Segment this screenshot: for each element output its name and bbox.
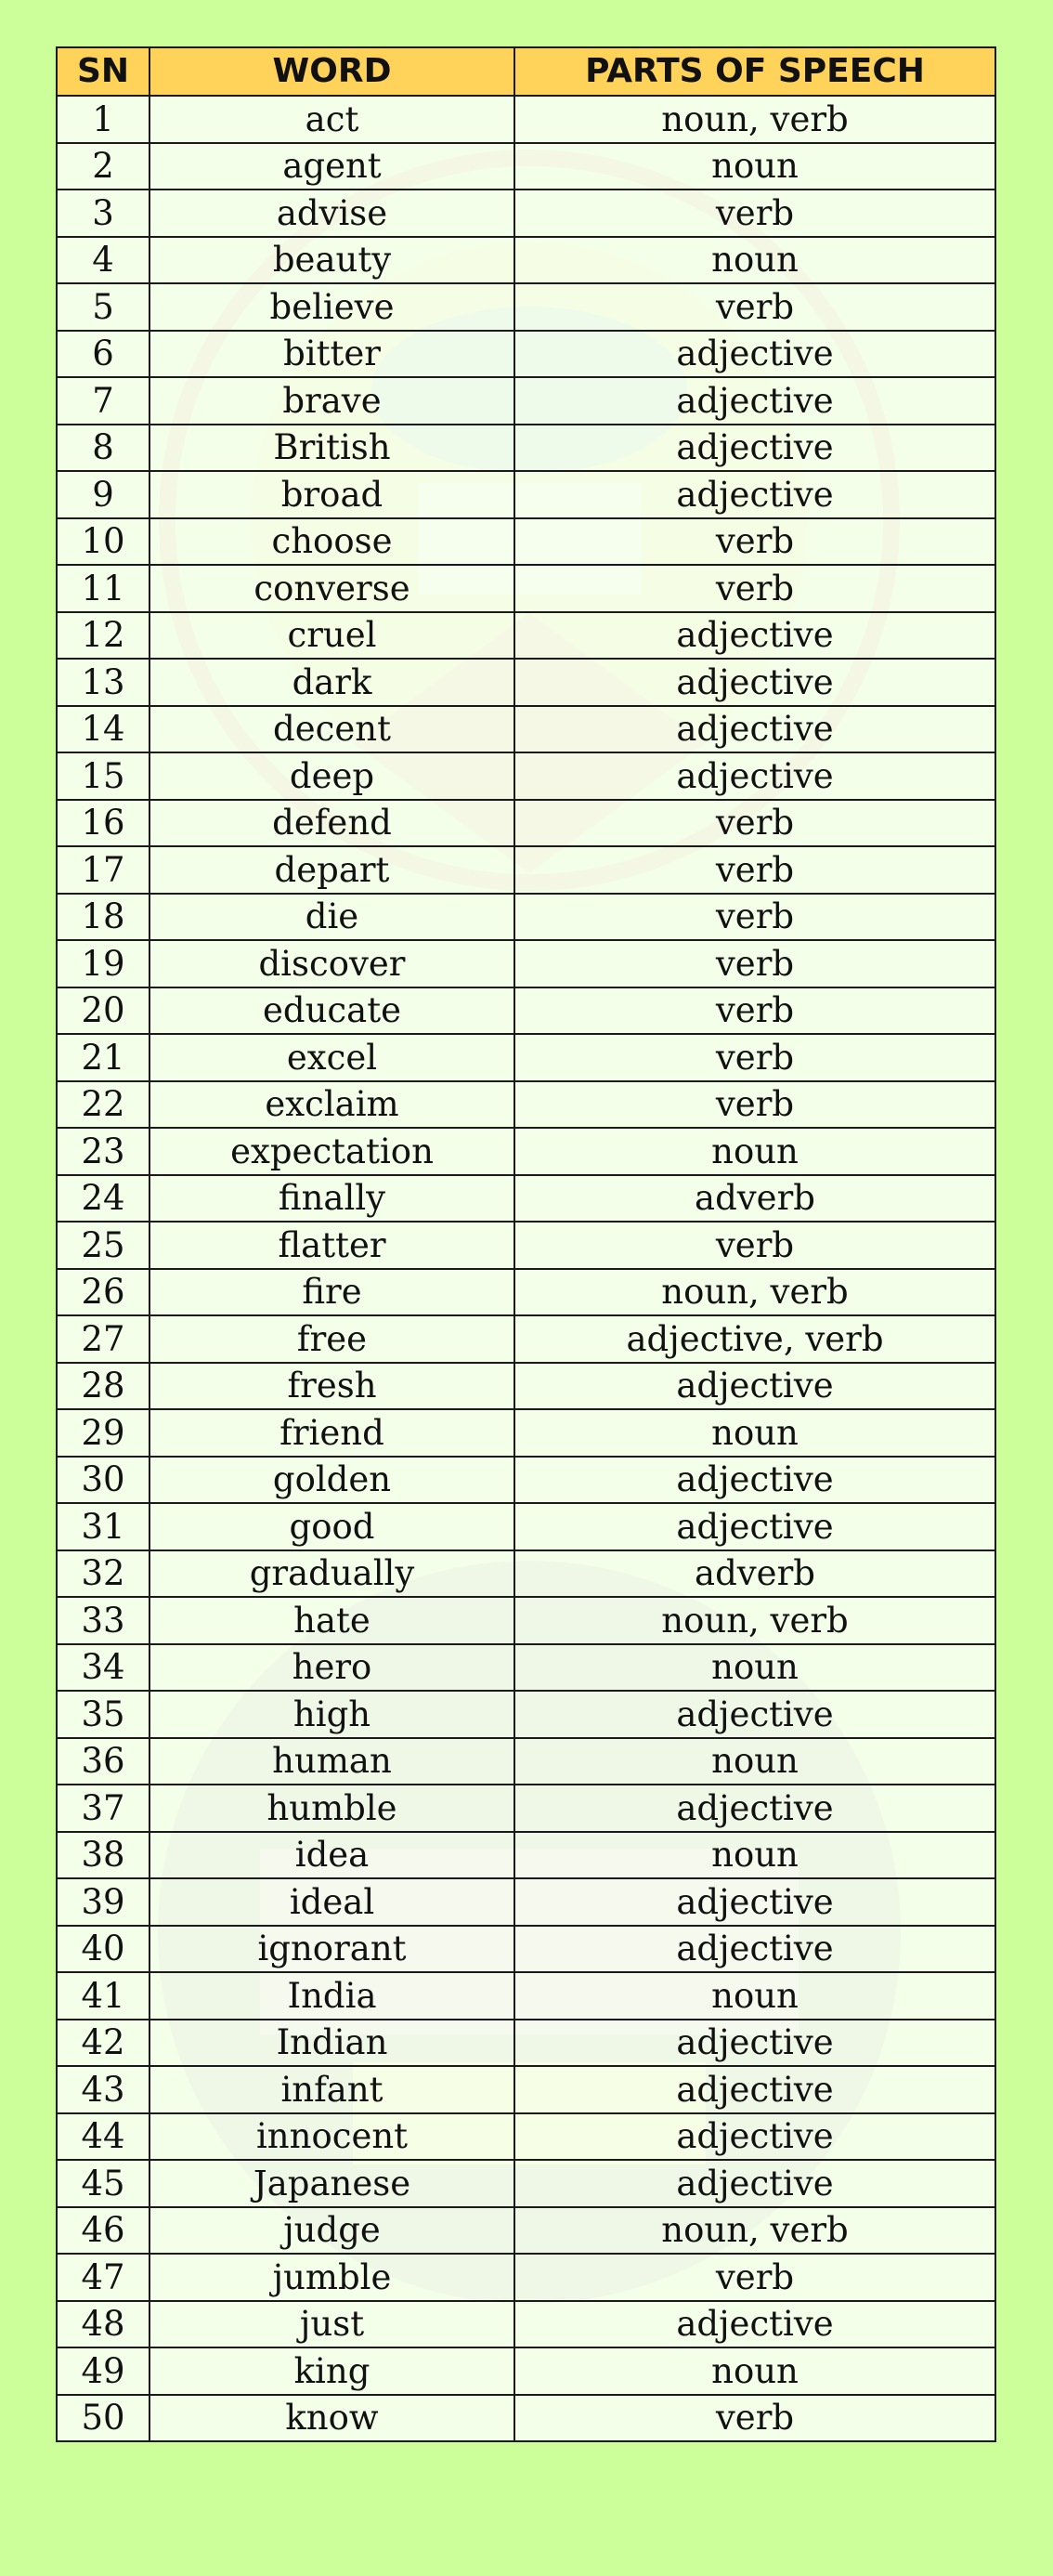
cell-sn: 33 xyxy=(57,1597,150,1644)
cell-parts-of-speech: noun xyxy=(514,1972,995,2020)
cell-parts-of-speech: verb xyxy=(514,518,995,566)
table-row xyxy=(57,1691,995,1738)
table-body xyxy=(57,96,995,2441)
cell-parts-of-speech: noun xyxy=(514,1128,995,1175)
cell-parts-of-speech: noun xyxy=(514,1644,995,1692)
cell-word: ideal xyxy=(150,1878,514,1926)
table-row xyxy=(57,471,995,518)
cell-sn: 38 xyxy=(57,1832,150,1879)
table-row xyxy=(57,1785,995,1832)
cell-sn: 49 xyxy=(57,2347,150,2395)
cell-sn: 27 xyxy=(57,1315,150,1363)
cell-sn: 9 xyxy=(57,471,150,518)
table-row xyxy=(57,1878,995,1926)
cell-word: educate xyxy=(150,987,514,1035)
table-row xyxy=(57,1315,995,1363)
cell-word: just xyxy=(150,2301,514,2348)
cell-sn: 42 xyxy=(57,2020,150,2067)
cell-parts-of-speech: noun, verb xyxy=(514,1597,995,1644)
cell-word: converse xyxy=(150,565,514,612)
table-row xyxy=(57,1926,995,1973)
table-row xyxy=(57,1269,995,1316)
cell-sn: 23 xyxy=(57,1128,150,1175)
cell-word: Indian xyxy=(150,2020,514,2067)
cell-parts-of-speech: verb xyxy=(514,846,995,894)
table-row xyxy=(57,1081,995,1129)
cell-parts-of-speech: verb xyxy=(514,800,995,847)
cell-parts-of-speech: verb xyxy=(514,1081,995,1129)
table-row xyxy=(57,190,995,237)
table-row xyxy=(57,2066,995,2113)
cell-parts-of-speech: adjective xyxy=(514,1926,995,1973)
cell-sn: 14 xyxy=(57,706,150,753)
cell-parts-of-speech: adjective xyxy=(514,752,995,800)
cell-word: believe xyxy=(150,283,514,331)
table-row xyxy=(57,425,995,472)
cell-word: hate xyxy=(150,1597,514,1644)
table-row xyxy=(57,752,995,800)
cell-parts-of-speech: adjective xyxy=(514,331,995,378)
cell-parts-of-speech: adjective xyxy=(514,2301,995,2348)
cell-parts-of-speech: verb xyxy=(514,2254,995,2301)
cell-word: beauty xyxy=(150,237,514,284)
cell-parts-of-speech: noun, verb xyxy=(514,1269,995,1316)
cell-word: excel xyxy=(150,1034,514,1081)
table-row xyxy=(57,612,995,660)
table-row xyxy=(57,283,995,331)
cell-parts-of-speech: adjective xyxy=(514,377,995,425)
table-row xyxy=(57,237,995,284)
cell-parts-of-speech: adjective xyxy=(514,1457,995,1504)
table-row xyxy=(57,1175,995,1223)
header-word: WORD xyxy=(150,47,514,96)
cell-sn: 29 xyxy=(57,1409,150,1457)
table-row xyxy=(57,2254,995,2301)
cell-parts-of-speech: noun xyxy=(514,1409,995,1457)
cell-sn: 28 xyxy=(57,1363,150,1410)
cell-parts-of-speech: adjective xyxy=(514,1363,995,1410)
cell-word: finally xyxy=(150,1175,514,1223)
table-row xyxy=(57,659,995,706)
cell-word: Japanese xyxy=(150,2160,514,2207)
table-row xyxy=(57,894,995,941)
cell-sn: 47 xyxy=(57,2254,150,2301)
cell-sn: 25 xyxy=(57,1222,150,1269)
header-sn: SN xyxy=(57,47,150,96)
cell-sn: 2 xyxy=(57,143,150,190)
cell-sn: 8 xyxy=(57,425,150,472)
cell-sn: 10 xyxy=(57,518,150,566)
cell-word: deep xyxy=(150,752,514,800)
table-row xyxy=(57,1550,995,1598)
cell-parts-of-speech: adjective xyxy=(514,2066,995,2113)
cell-parts-of-speech: verb xyxy=(514,190,995,237)
cell-sn: 48 xyxy=(57,2301,150,2348)
cell-parts-of-speech: adjective xyxy=(514,706,995,753)
cell-sn: 45 xyxy=(57,2160,150,2207)
cell-sn: 36 xyxy=(57,1738,150,1785)
table-row xyxy=(57,1363,995,1410)
cell-word: good xyxy=(150,1503,514,1550)
cell-parts-of-speech: adjective, verb xyxy=(514,1315,995,1363)
cell-parts-of-speech: adjective xyxy=(514,2020,995,2067)
cell-word: ignorant xyxy=(150,1926,514,1973)
cell-parts-of-speech: adjective xyxy=(514,425,995,472)
cell-parts-of-speech: adjective xyxy=(514,612,995,660)
cell-word: gradually xyxy=(150,1550,514,1598)
cell-sn: 20 xyxy=(57,987,150,1035)
cell-word: expectation xyxy=(150,1128,514,1175)
cell-sn: 5 xyxy=(57,283,150,331)
parts-of-speech-table xyxy=(56,46,996,2442)
table-header-row xyxy=(57,47,995,96)
cell-word: advise xyxy=(150,190,514,237)
cell-word: innocent xyxy=(150,2113,514,2161)
cell-parts-of-speech: adjective xyxy=(514,471,995,518)
table-row xyxy=(57,2160,995,2207)
table-row xyxy=(57,2347,995,2395)
table-row xyxy=(57,940,995,987)
cell-sn: 44 xyxy=(57,2113,150,2161)
table-row xyxy=(57,2395,995,2442)
cell-word: act xyxy=(150,96,514,143)
cell-word: depart xyxy=(150,846,514,894)
cell-sn: 43 xyxy=(57,2066,150,2113)
cell-parts-of-speech: noun, verb xyxy=(514,2207,995,2255)
cell-sn: 46 xyxy=(57,2207,150,2255)
table-row xyxy=(57,331,995,378)
cell-parts-of-speech: verb xyxy=(514,894,995,941)
cell-word: fresh xyxy=(150,1363,514,1410)
table-row xyxy=(57,96,995,143)
cell-word: discover xyxy=(150,940,514,987)
cell-sn: 11 xyxy=(57,565,150,612)
table-row xyxy=(57,706,995,753)
cell-word: judge xyxy=(150,2207,514,2255)
cell-word: cruel xyxy=(150,612,514,660)
cell-sn: 18 xyxy=(57,894,150,941)
table-row xyxy=(57,1644,995,1692)
cell-sn: 12 xyxy=(57,612,150,660)
cell-word: bitter xyxy=(150,331,514,378)
cell-parts-of-speech: noun xyxy=(514,2347,995,2395)
table-row xyxy=(57,987,995,1035)
table-row xyxy=(57,1597,995,1644)
cell-word: brave xyxy=(150,377,514,425)
table-row xyxy=(57,1503,995,1550)
table-row xyxy=(57,1972,995,2020)
table-row xyxy=(57,1738,995,1785)
cell-parts-of-speech: verb xyxy=(514,940,995,987)
cell-parts-of-speech: noun xyxy=(514,1738,995,1785)
cell-sn: 30 xyxy=(57,1457,150,1504)
cell-sn: 22 xyxy=(57,1081,150,1129)
cell-word: infant xyxy=(150,2066,514,2113)
cell-sn: 40 xyxy=(57,1926,150,1973)
cell-parts-of-speech: verb xyxy=(514,2395,995,2442)
cell-sn: 50 xyxy=(57,2395,150,2442)
cell-parts-of-speech: adjective xyxy=(514,1785,995,1832)
cell-word: high xyxy=(150,1691,514,1738)
cell-word: die xyxy=(150,894,514,941)
cell-parts-of-speech: adjective xyxy=(514,1503,995,1550)
cell-parts-of-speech: adjective xyxy=(514,659,995,706)
cell-word: decent xyxy=(150,706,514,753)
cell-word: fire xyxy=(150,1269,514,1316)
cell-parts-of-speech: noun xyxy=(514,143,995,190)
table-row xyxy=(57,1128,995,1175)
cell-word: British xyxy=(150,425,514,472)
cell-sn: 41 xyxy=(57,1972,150,2020)
table-row xyxy=(57,377,995,425)
cell-parts-of-speech: noun, verb xyxy=(514,96,995,143)
cell-parts-of-speech: adjective xyxy=(514,1691,995,1738)
cell-sn: 26 xyxy=(57,1269,150,1316)
cell-sn: 17 xyxy=(57,846,150,894)
cell-sn: 1 xyxy=(57,96,150,143)
cell-parts-of-speech: verb xyxy=(514,565,995,612)
cell-word: jumble xyxy=(150,2254,514,2301)
cell-sn: 15 xyxy=(57,752,150,800)
cell-parts-of-speech: adjective xyxy=(514,2113,995,2161)
cell-sn: 19 xyxy=(57,940,150,987)
cell-parts-of-speech: adverb xyxy=(514,1550,995,1598)
cell-parts-of-speech: noun xyxy=(514,1832,995,1879)
cell-word: agent xyxy=(150,143,514,190)
table-row xyxy=(57,1034,995,1081)
table-row xyxy=(57,518,995,566)
cell-word: broad xyxy=(150,471,514,518)
cell-parts-of-speech: noun xyxy=(514,237,995,284)
cell-word: choose xyxy=(150,518,514,566)
table-row xyxy=(57,143,995,190)
cell-word: golden xyxy=(150,1457,514,1504)
cell-parts-of-speech: adjective xyxy=(514,2160,995,2207)
table-row xyxy=(57,1222,995,1269)
table-row xyxy=(57,2301,995,2348)
cell-parts-of-speech: verb xyxy=(514,987,995,1035)
table-row xyxy=(57,1832,995,1879)
cell-sn: 3 xyxy=(57,190,150,237)
cell-word: exclaim xyxy=(150,1081,514,1129)
table-row xyxy=(57,2020,995,2067)
cell-word: friend xyxy=(150,1409,514,1457)
cell-word: hero xyxy=(150,1644,514,1692)
cell-parts-of-speech: verb xyxy=(514,283,995,331)
cell-word: dark xyxy=(150,659,514,706)
cell-sn: 32 xyxy=(57,1550,150,1598)
cell-word: know xyxy=(150,2395,514,2442)
cell-word: defend xyxy=(150,800,514,847)
cell-word: idea xyxy=(150,1832,514,1879)
cell-sn: 31 xyxy=(57,1503,150,1550)
cell-sn: 21 xyxy=(57,1034,150,1081)
cell-word: king xyxy=(150,2347,514,2395)
table-row xyxy=(57,565,995,612)
table-row xyxy=(57,2207,995,2255)
cell-parts-of-speech: verb xyxy=(514,1034,995,1081)
word-table-sheet xyxy=(56,46,994,2442)
cell-parts-of-speech: adverb xyxy=(514,1175,995,1223)
cell-sn: 24 xyxy=(57,1175,150,1223)
cell-word: flatter xyxy=(150,1222,514,1269)
table-row xyxy=(57,1409,995,1457)
header-parts-of-speech: PARTS OF SPEECH xyxy=(514,47,995,96)
cell-sn: 7 xyxy=(57,377,150,425)
cell-parts-of-speech: verb xyxy=(514,1222,995,1269)
cell-word: India xyxy=(150,1972,514,2020)
cell-parts-of-speech: adjective xyxy=(514,1878,995,1926)
cell-sn: 39 xyxy=(57,1878,150,1926)
cell-sn: 4 xyxy=(57,237,150,284)
table-row xyxy=(57,800,995,847)
table-row xyxy=(57,2113,995,2161)
table-row xyxy=(57,1457,995,1504)
cell-sn: 16 xyxy=(57,800,150,847)
cell-sn: 35 xyxy=(57,1691,150,1738)
table-row xyxy=(57,846,995,894)
cell-sn: 6 xyxy=(57,331,150,378)
cell-sn: 37 xyxy=(57,1785,150,1832)
cell-sn: 13 xyxy=(57,659,150,706)
cell-word: free xyxy=(150,1315,514,1363)
cell-word: human xyxy=(150,1738,514,1785)
cell-sn: 34 xyxy=(57,1644,150,1692)
cell-word: humble xyxy=(150,1785,514,1832)
